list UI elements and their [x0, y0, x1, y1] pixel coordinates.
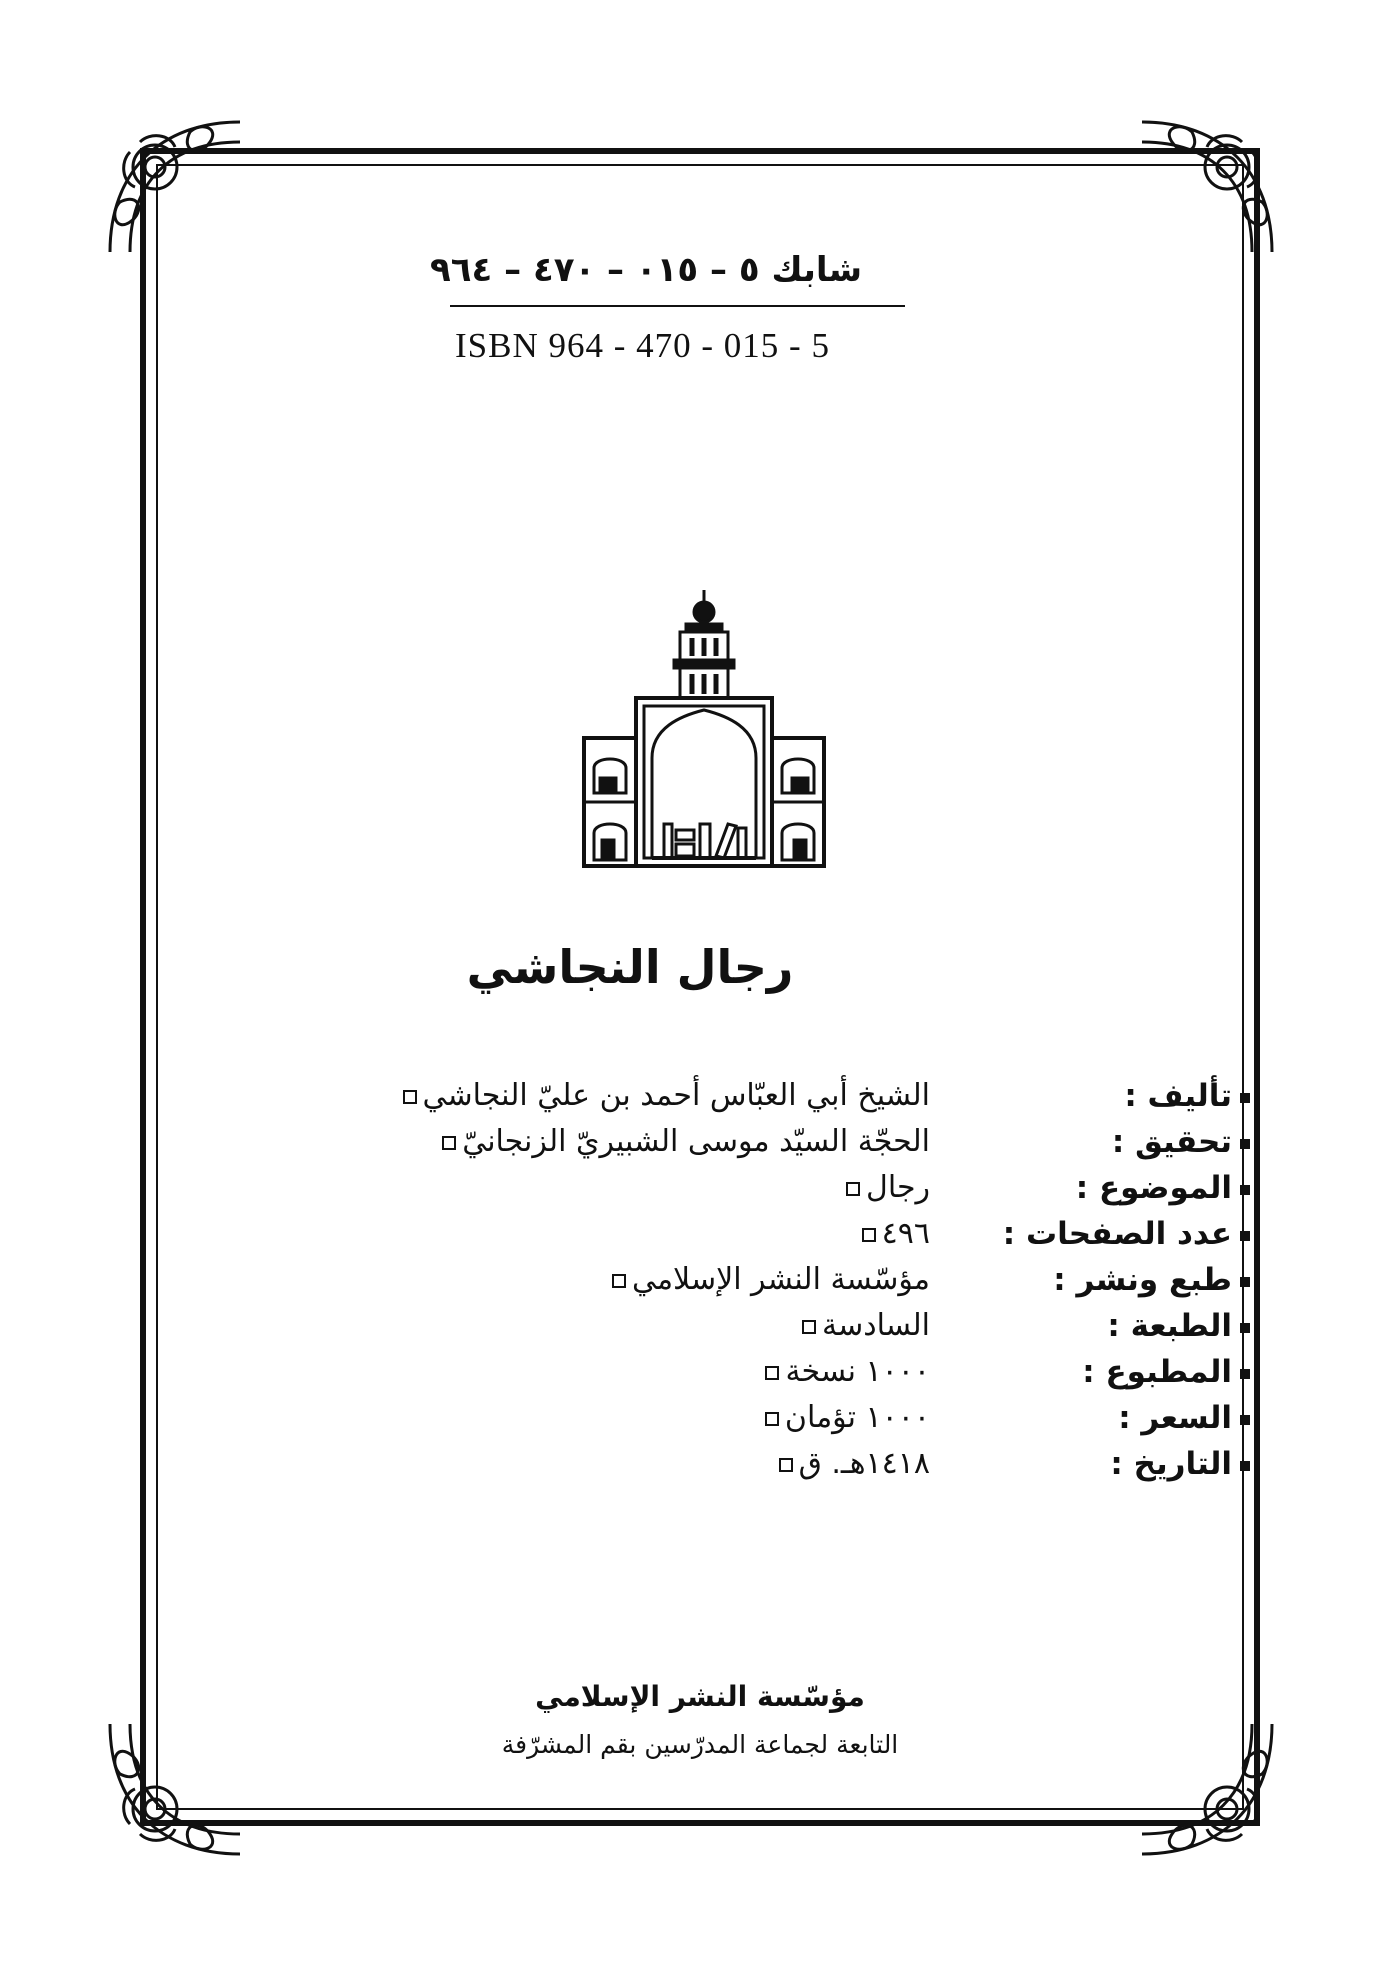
filled-square-bullet-icon — [1240, 1139, 1250, 1149]
filled-square-bullet-icon — [1240, 1323, 1250, 1333]
hollow-square-marker-icon — [403, 1090, 417, 1104]
detail-value-text: ١٠٠٠ نسخة — [785, 1354, 930, 1389]
detail-value-text: السادسة — [822, 1308, 930, 1343]
detail-value-text: رجال — [866, 1170, 930, 1205]
detail-row — [190, 1308, 1250, 1358]
detail-row — [190, 1078, 1250, 1128]
detail-value — [370, 1216, 930, 1251]
corner-ornament-icon — [100, 112, 250, 262]
detail-row — [190, 1216, 1250, 1266]
detail-label — [930, 1308, 1250, 1344]
detail-value — [370, 1400, 930, 1435]
detail-label-text: عدد الصفحات : — [1002, 1216, 1232, 1252]
detail-value-text: ١٤١٨هـ. ق — [798, 1446, 930, 1481]
hollow-square-marker-icon — [846, 1182, 860, 1196]
detail-value — [370, 1124, 930, 1159]
detail-value-text: الحجّة السيّد موسى الشبيريّ الزنجانيّ — [462, 1124, 930, 1159]
detail-label-text: طبع ونشر : — [1053, 1262, 1232, 1298]
hollow-square-marker-icon — [862, 1228, 876, 1242]
detail-value — [370, 1354, 930, 1389]
detail-label-text: تحقيق : — [1111, 1124, 1232, 1160]
corner-ornament-icon — [100, 1714, 250, 1864]
detail-row — [190, 1262, 1250, 1312]
detail-row — [190, 1400, 1250, 1450]
filled-square-bullet-icon — [1240, 1185, 1250, 1195]
filled-square-bullet-icon — [1240, 1231, 1250, 1241]
isbn-latin: ISBN 964 - 470 - 015 - 5 — [455, 326, 830, 365]
detail-label — [930, 1170, 1250, 1206]
detail-value — [370, 1078, 930, 1113]
hollow-square-marker-icon — [765, 1412, 779, 1426]
hollow-square-marker-icon — [765, 1366, 779, 1380]
detail-value-text: مؤسّسة النشر الإسلامي — [631, 1262, 930, 1297]
detail-row — [190, 1170, 1250, 1220]
detail-value — [370, 1262, 930, 1297]
detail-label — [930, 1400, 1250, 1436]
corner-ornament-icon — [1132, 112, 1282, 262]
detail-label — [930, 1124, 1250, 1160]
corner-ornament-icon — [1132, 1714, 1282, 1864]
detail-label — [930, 1262, 1250, 1298]
detail-label-text: التاريخ : — [1110, 1446, 1232, 1482]
hollow-square-marker-icon — [802, 1320, 816, 1334]
filled-square-bullet-icon — [1240, 1093, 1250, 1103]
detail-value-text: الشيخ أبي العبّاس أحمد بن عليّ النجاشي — [422, 1078, 930, 1113]
detail-value-text: ١٠٠٠ تؤمان — [784, 1400, 930, 1435]
detail-label-text: المطبوع : — [1082, 1354, 1232, 1390]
detail-label — [930, 1078, 1250, 1114]
filled-square-bullet-icon — [1240, 1415, 1250, 1425]
hollow-square-marker-icon — [442, 1136, 456, 1150]
detail-label — [930, 1354, 1250, 1390]
isbn-arabic: شابك ٥ – ٠١٥ – ٤٧٠ – ٩٦٤ — [430, 250, 863, 290]
detail-row — [190, 1354, 1250, 1404]
filled-square-bullet-icon — [1240, 1461, 1250, 1471]
filled-square-bullet-icon — [1240, 1369, 1250, 1379]
publisher-building-logo-icon — [580, 588, 828, 870]
detail-label-text: الطبعة : — [1107, 1308, 1232, 1344]
publisher-name: مؤسّسة النشر الإسلامي — [535, 1680, 865, 1713]
hollow-square-marker-icon — [779, 1458, 793, 1472]
detail-label — [930, 1216, 1250, 1252]
detail-value-text: ٤٩٦ — [881, 1216, 930, 1251]
detail-value — [370, 1446, 930, 1481]
hollow-square-marker-icon — [612, 1274, 626, 1288]
detail-value — [370, 1170, 930, 1205]
isbn-divider — [450, 305, 905, 307]
filled-square-bullet-icon — [1240, 1277, 1250, 1287]
detail-label — [930, 1446, 1250, 1482]
detail-label-text: الموضوع : — [1075, 1170, 1232, 1206]
detail-label-text: تأليف : — [1124, 1078, 1232, 1114]
detail-label-text: السعر : — [1118, 1400, 1232, 1436]
detail-row — [190, 1446, 1250, 1496]
detail-value — [370, 1308, 930, 1343]
detail-row — [190, 1124, 1250, 1174]
book-title: رجال النجاشي — [466, 940, 794, 994]
publisher-affiliation: التابعة لجماعة المدرّسين بقم المشرّفة — [501, 1730, 899, 1759]
